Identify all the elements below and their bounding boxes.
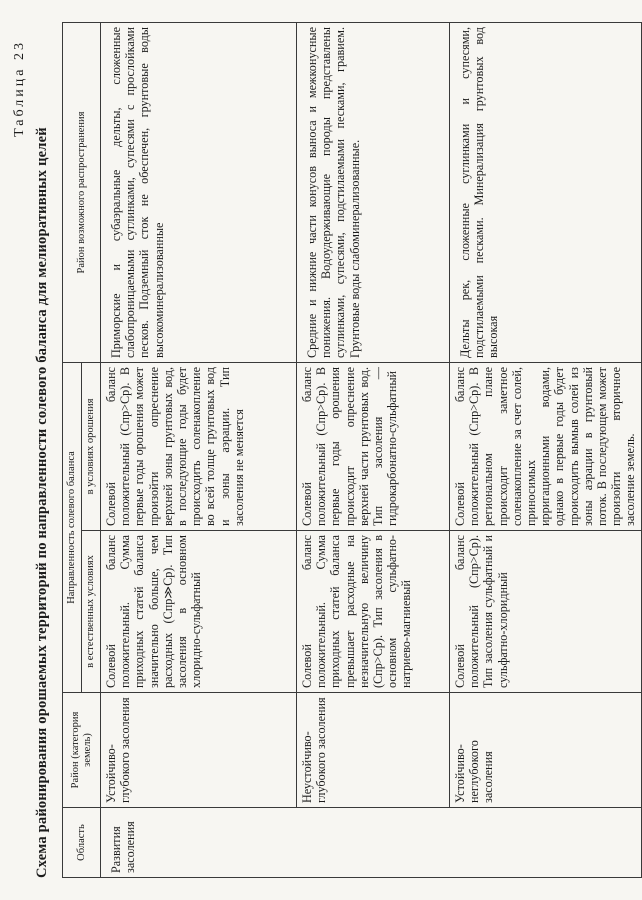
table-row bbox=[450, 23, 642, 878]
distribution-cell: Дельты рек, сложенные суглинками и супесями, подстилаемыми песками. Минерализация грунтовых вод высокая bbox=[450, 23, 642, 363]
header-distribution: Район возможного распространения bbox=[63, 23, 101, 363]
irrigated-cell: Солевой баланс положительный (Спр>Ср). В первые годы орошения происходит опреснение верхней части грунтовых вод. Тип засоления — гидрокарбонатно-сульфатный bbox=[297, 363, 450, 531]
district-cell: Неустойчиво-глубокого засоления bbox=[297, 693, 450, 808]
natural-cell: Солевой баланс положительный. Сумма приходных статей баланса значительно больше, чем расходных (Спр≫Ср). Тип засоления в основном хлоридно-сульфатный bbox=[101, 531, 297, 693]
irrigated-cell: Солевой баланс положительный (Спр>Ср). В региональном плане происходит заметное соленакопление за счет солей, приносимых ирригационными водами, однако в первые годы будет происходить вымыв солей из зоны аэрации в грунтовый поток. В последующем может произойти вторичное засоление земель. bbox=[450, 363, 642, 531]
table-number: Таблица 23 bbox=[12, 40, 27, 137]
table-row bbox=[101, 23, 297, 878]
table-row bbox=[297, 23, 450, 878]
natural-cell: Солевой баланс положительный. Сумма приходных статей баланса превышает расходные на незначительную величину (Спр>Ср). Тип засоления в основном сульфатно-натриево-магниевый bbox=[297, 531, 450, 693]
header-row-1 bbox=[63, 23, 82, 878]
header-natural: в естественных условиях bbox=[82, 531, 101, 693]
district-cell: Устойчиво-глубокого засоления bbox=[101, 693, 297, 808]
district-cell: Устойчиво-неглубокого засоления bbox=[450, 693, 642, 808]
natural-cell: Солевой баланс положительный (Спр>Ср). Тип засоления сульфатный и сульфатно-хлоридный bbox=[450, 531, 642, 693]
header-direction-group: Направленность солевого баланса bbox=[63, 363, 82, 693]
header-irrigated: в условиях орошения bbox=[82, 363, 101, 531]
distribution-cell: Приморские и субаэральные дельты, сложенные слабопроницаемыми суглинками, супесями с прослойками песков. Подземный сток не обеспечен, грунтовые воды высокоминерализованные bbox=[101, 23, 297, 363]
zoning-table bbox=[62, 22, 642, 878]
distribution-cell: Средние и нижние части конусов выноса и межконусные понижения. Водоудерживающие породы представлены суглинками, супесями, подстилаемыми песками, гравием. Грунтовые воды слабоминерализованные. bbox=[297, 23, 450, 363]
table-title: Схема районирования орошаемых территорий по направленности солевого баланса для мелиоративных целей bbox=[34, 127, 50, 878]
irrigated-cell: Солевой баланс положительный (Спр>Ср). В первые годы орошения может произойти опреснение верхней зоны грунтовых вод, в последующие годы будет происходить соленакопление во всей толще грунтовых вод и зоны аэрации. Тип засоления не меняется bbox=[101, 363, 297, 531]
area-cell: Развития засоления bbox=[101, 808, 642, 878]
header-district: Район (категория земель) bbox=[63, 693, 101, 808]
header-area: Область bbox=[63, 808, 101, 878]
